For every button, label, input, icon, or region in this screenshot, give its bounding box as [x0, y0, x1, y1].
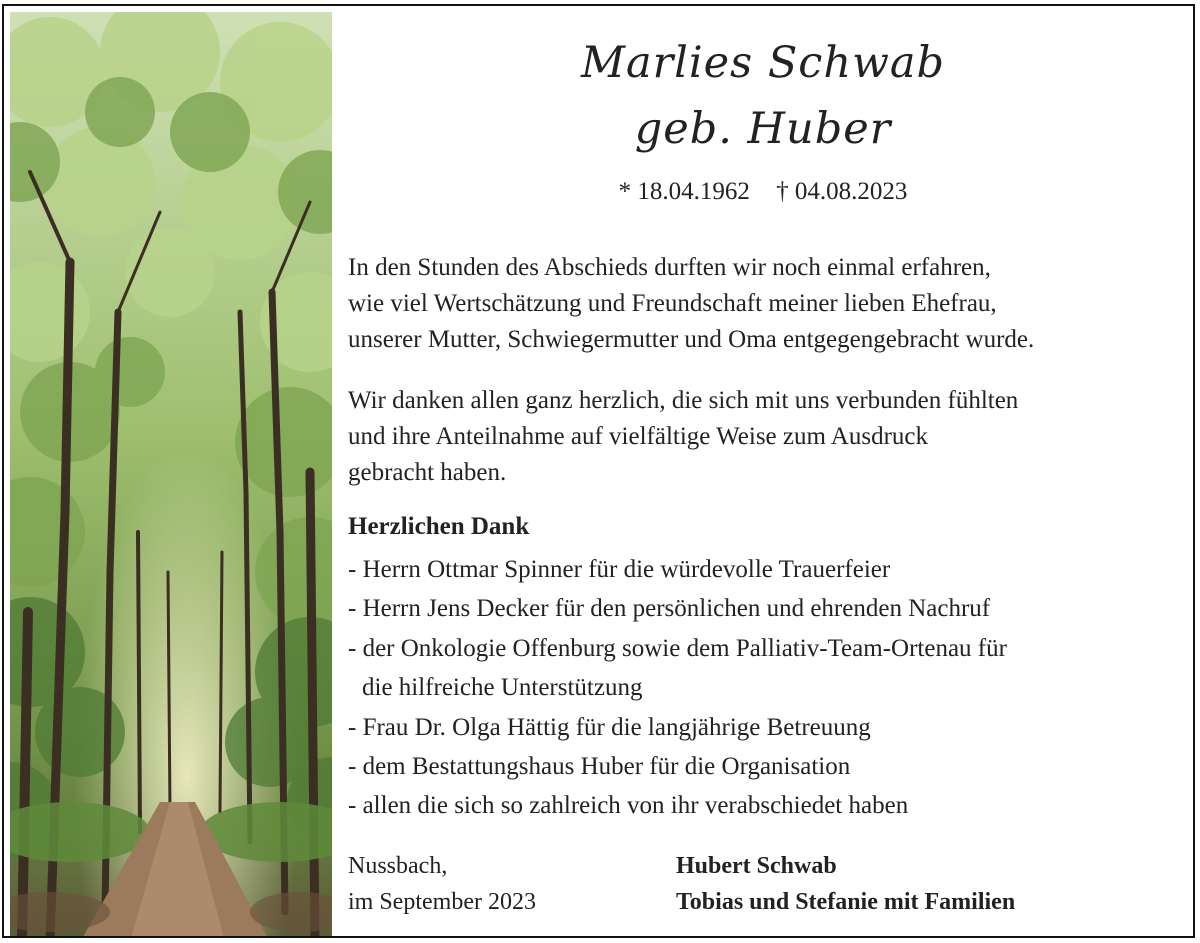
- paragraph-line: wie viel Wertschätzung und Freundschaft meiner lieben Ehefrau,: [348, 290, 997, 317]
- list-item: die hilfreiche Unterstützung: [362, 674, 643, 702]
- maiden-name: geb. Huber: [634, 104, 892, 154]
- intro-paragraph: [348, 250, 1034, 358]
- thanks-list: [348, 550, 1007, 826]
- paragraph-line: gebracht haben.: [348, 459, 507, 486]
- list-item: - der Onkologie Offenburg sowie dem Palliativ-Team-Ortenau für: [348, 634, 1007, 662]
- life-dates: [348, 178, 1178, 206]
- list-item: - Herrn Ottmar Spinner für die würdevolle Trauerfeier: [348, 556, 891, 583]
- obituary-card: [2, 4, 1195, 938]
- signatories: [676, 848, 1015, 920]
- date: im September 2023: [348, 889, 536, 915]
- paragraph-line: In den Stunden des Abschieds durften wir noch einmal erfahren,: [348, 254, 991, 281]
- paragraph-line: und ihre Anteilnahme auf vielfältige Weise zum Ausdruck: [348, 423, 929, 450]
- deceased-name: Marlies Schwab: [580, 38, 946, 88]
- paragraph-line: unserer Mutter, Schwiegermutter und Oma entgegengebracht wurde.: [348, 326, 1035, 353]
- list-item: - dem Bestattungshaus Huber für die Organisation: [348, 753, 851, 781]
- paragraph-line: Wir danken allen ganz herzlich, die sich mit uns verbunden fühlten: [348, 387, 1019, 414]
- place-and-date: [348, 848, 536, 920]
- place: Nussbach,: [348, 853, 448, 879]
- signer: Tobias und Stefanie mit Familien: [676, 889, 1016, 915]
- death-date: † 04.08.2023: [776, 178, 908, 205]
- list-item: - Frau Dr. Olga Hättig für die langjährige Betreuung: [348, 713, 871, 741]
- thanks-heading: Herzlichen Dank: [348, 513, 530, 540]
- birth-date: * 18.04.1962: [618, 178, 750, 205]
- list-item: - allen die sich so zahlreich von ihr verabschiedet haben: [348, 792, 909, 820]
- forest-path-photo: [10, 12, 332, 938]
- notice-text: [348, 6, 1188, 938]
- gratitude-paragraph: [348, 383, 1018, 491]
- list-item: - Herrn Jens Decker für den persönlichen und ehrenden Nachruf: [348, 595, 991, 623]
- signer: Hubert Schwab: [676, 853, 837, 879]
